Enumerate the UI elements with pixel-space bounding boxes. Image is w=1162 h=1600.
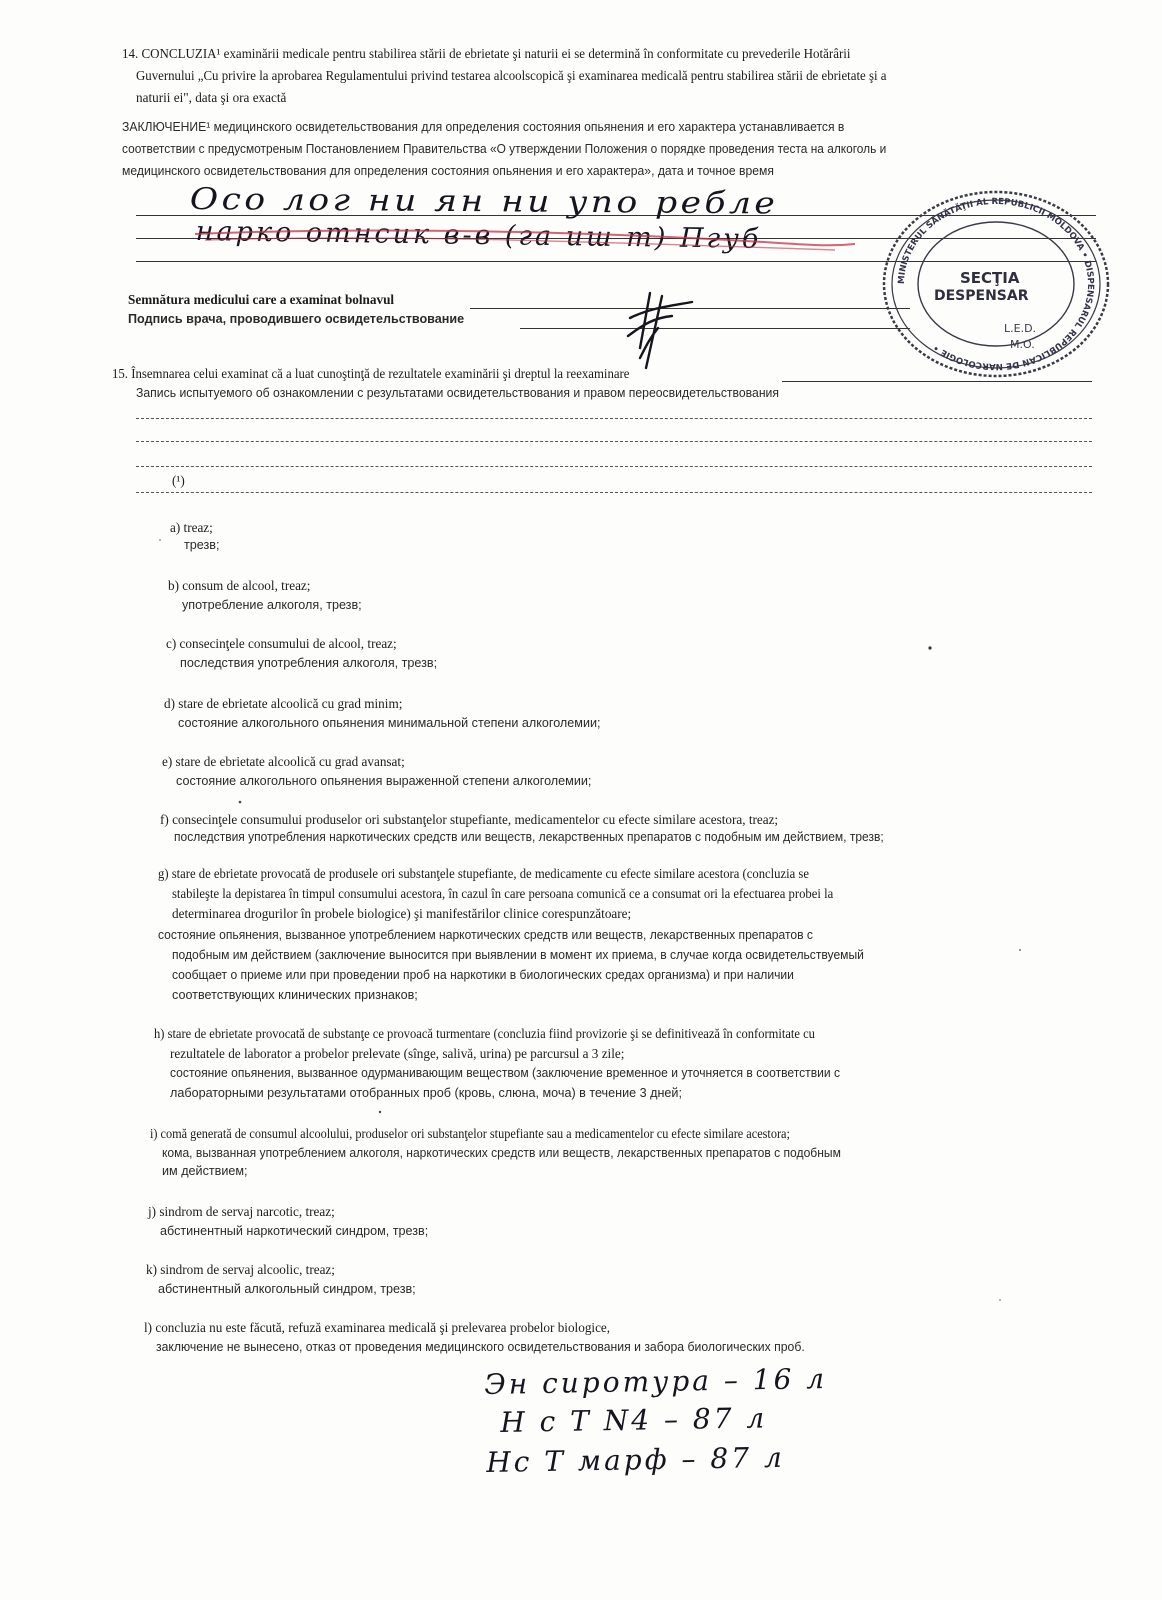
item-j-ru: абстинентный наркотический синдром, трезв; xyxy=(160,1224,429,1238)
stamp-line2: DESPENSAR xyxy=(934,288,1029,304)
section14-ru-line2: соответствии с предусмотреным Постановлением Правительства «О утверждении Положения о порядке проведения теста на алкоголь и xyxy=(122,142,887,156)
section15-ro: 15. Însemnarea celui examinat că a luat cunoştinţă de rezultatele examinării şi dreptul la reexaminare xyxy=(112,366,630,381)
item-b-ru: употребление алкоголя, трезв; xyxy=(182,598,362,612)
stamp-ring-text: MINISTERUL SĂNĂTĂŢII AL REPUBLICII MOLDOVA • DISPENSARUL REPUBLICAN DE NARCOLOGIE • xyxy=(896,196,1096,372)
section14-ro-line2: Guvernului „Cu privire la aprobarea Regulamentului privind testarea alcoolscopică şi examinarea medicală pentru stabilirea stării de ebrietate şi a xyxy=(136,68,887,83)
handwritten-note-3: Нс Т марф – 87 л xyxy=(486,1440,786,1479)
item-l-ro: l) concluzia nu este făcută, refuză examinarea medicală şi prelevarea probelor biologice, xyxy=(144,1320,611,1335)
item-a-ro: a) treaz; xyxy=(170,520,213,535)
item-c-ro: c) consecinţele consumului de alcool, treaz; xyxy=(166,636,397,651)
item-j-ro: j) sindrom de servaj narcotic, treaz; xyxy=(148,1204,335,1219)
item-i-ru-line2: им действием; xyxy=(162,1164,248,1178)
item-g-ro-line3: determinarea drogurilor în probele biologice) şi manifestărilor clinice corespunzătoare; xyxy=(172,906,632,921)
handwritten-note-2: Н с Т N4 – 87 л xyxy=(500,1401,768,1439)
footnote-mark: (¹) xyxy=(172,473,185,488)
item-h-ru-line2: лабораторными результатами отобранных проб (кровь, слюна, моча) в течение 3 дней; xyxy=(170,1086,682,1100)
item-h-ru-line1: состояние опьянения, вызванное одурманивающим веществом (заключение временное и уточняется в соответствии с xyxy=(170,1066,841,1080)
section14-ro-line1: 14. CONCLUZIA¹ examinării medicale pentru stabilirea stării de ebrietate şi naturii ei se determină în conformitate cu prevederile Hotărârii xyxy=(122,46,851,61)
item-c-ru: последствия употребления алкоголя, трезв; xyxy=(180,656,438,670)
item-d-ro: d) stare de ebrietate alcoolică cu grad minim; xyxy=(164,696,403,711)
signature-label-ro: Semnătura medicului care a examinat bolnavul xyxy=(128,292,395,307)
handwritten-conclusion-line2: нарко отнсик в-в (га иш т) Пгуб xyxy=(195,216,762,255)
stamp-line1: SECŢIA xyxy=(960,269,1020,287)
section15-ru: Запись испытуемого об ознакомлении с результатами освидетельствования и правом переосвидетельствования xyxy=(136,386,780,400)
item-k-ru: абстинентный алкогольный синдром, трезв; xyxy=(158,1282,416,1296)
section14-ro-line3: naturii ei", data şi ora exactă xyxy=(136,90,287,105)
item-g-ro-line2: stabileşte la depistarea în timpul consumului acestora, în cazul în care persoana comunică ce a consumat ori la efectuarea probei la xyxy=(172,886,834,901)
item-b-ro: b) consum de alcool, treaz; xyxy=(168,578,311,593)
stamp-line3: L.E.D. xyxy=(1004,322,1037,335)
item-e-ro: e) stare de ebrietate alcoolică cu grad avansat; xyxy=(162,754,405,769)
item-g-ru-line4: соответствующих клинических признаков; xyxy=(172,988,418,1002)
item-d-ru: состояние алкогольного опьянения минимальной степени алкоголемии; xyxy=(178,716,601,730)
item-g-ru-line3: сообщает о приеме или при проведении проб на наркотики в биологических средах организма) и при наличии xyxy=(172,968,794,982)
item-i-ro: i) comă generată de consumul alcoolului, produselor ori substanţelor stupefiante sau a medicamentelor cu efecte similare acestora; xyxy=(150,1126,790,1141)
item-h-ro-line1: h) stare de ebrietate provocată de substanţe ce provoacă turmentare (concluzia fiind provizorie şi se definitivează în conformitate cu xyxy=(154,1026,815,1041)
item-a-ru: трезв; xyxy=(184,538,220,552)
item-i-ru-line1: кома, вызванная употреблением алкоголя, наркотических средств или веществ, лекарственных препаратов с подобным xyxy=(162,1146,841,1160)
item-h-ro-line2: rezultatele de laborator a probelor prelevate (sînge, salivă, urina) pe parcursul a 3 zile; xyxy=(170,1046,625,1061)
item-l-ru: заключение не вынесено, отказ от проведения медицинского освидетельствования и забора биологических проб. xyxy=(156,1340,805,1354)
item-k-ro: k) sindrom de servaj alcoolic, treaz; xyxy=(146,1262,335,1277)
section14-ru-line1: ЗАКЛЮЧЕНИЕ¹ медицинского освидетельствования для определения состояния опьянения и его характера устанавливается в xyxy=(122,120,845,134)
item-g-ro-line1: g) stare de ebrietate provocată de produsele ori substanţele stupefiante, de medicamente cu efecte similare acestora (concluzia se xyxy=(158,866,809,881)
item-g-ru-line2: подобным им действием (заключение выносится при выявлении в момент их приема, в случае когда освидетельствуемый xyxy=(172,948,864,962)
item-f-ro: f) consecinţele consumului produselor ori substanţelor stupefiante, medicamentelor cu efecte similare acestora, treaz; xyxy=(160,812,779,827)
item-e-ru: состояние алкогольного опьянения выраженной степени алкоголемии; xyxy=(176,774,592,788)
stamp-line4: M.O. xyxy=(1010,338,1035,351)
handwritten-note-1: Эн сиротура – 16 л xyxy=(484,1362,828,1401)
item-f-ru: последствия употребления наркотических средств или веществ, лекарственных препаратов с подобным им действием, трезв; xyxy=(174,830,884,844)
section14-ru-line3: медицинского освидетельствования для определения состояния опьянения и его характера», дата и точное время xyxy=(122,164,774,178)
handwritten-conclusion-line1: Осо лог ни ян ни упо ребле xyxy=(189,182,779,222)
signature-label-ru: Подпись врача, проводившего освидетельствование xyxy=(128,312,465,326)
item-g-ru-line1: состояние опьянения, вызванное употреблением наркотических средств или веществ, лекарственных препаратов с xyxy=(158,928,813,942)
